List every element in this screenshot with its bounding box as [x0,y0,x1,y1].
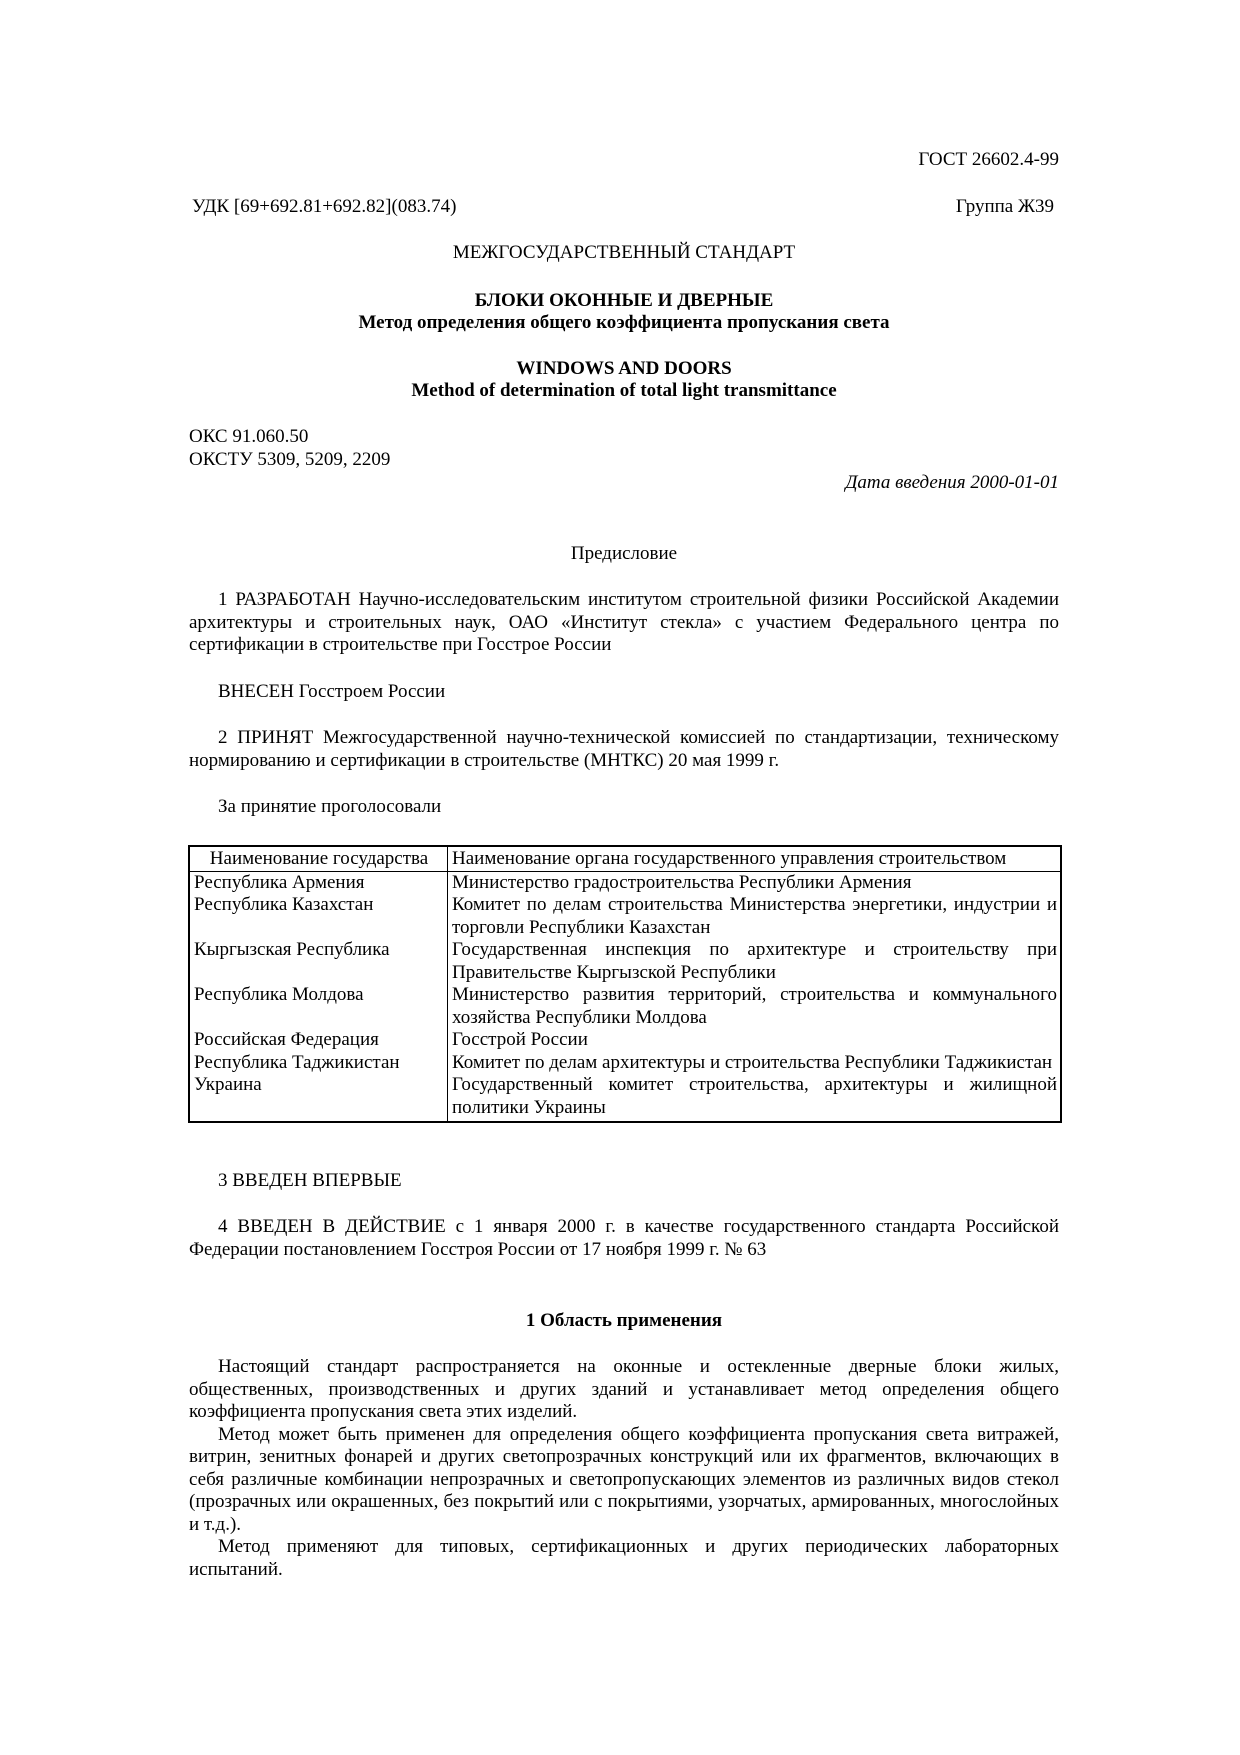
section-1-paragraph: Метод может быть применен для определения общего коэффициента пропускания света витражей, витрин, зенитных фонарей и других светопрозрачных конструкций или их фрагментов, включающих в себя различные комбинации непрозрачных и светопропускающих элементов из различных видов стекол (прозрачных или окрашенных, без покрытий или с покрытиями, узорчатых, армированных, многослойных и т.д.). [189,1423,1059,1535]
table-row [189,1052,1061,1075]
foreword-heading: Предисловие [570,543,678,564]
title-en-main: WINDOWS AND DOORS [516,358,732,379]
state-cell: Республика Таджикистан [189,1052,448,1075]
foreword-paragraph-2: 2 ПРИНЯТ Межгосударственной научно-технической комиссией по стандартизации, техническому нормированию и сертификации в строительстве (МНТКС) 20 мая 1999 г. [189,727,1059,771]
table-row [189,1074,1061,1122]
foreword-paragraph-4: 4 ВВЕДЕН В ДЕЙСТВИЕ с 1 января 2000 г. в качестве государственного стандарта Российской Федерации постановлением Госстроя России от 17 ноября 1999 г. № 63 [189,1216,1059,1260]
table-row [189,939,1061,984]
gost-number: ГОСТ 26602.4-99 [918,149,1059,170]
state-cell: Республика Армения [189,871,448,894]
foreword-voted: За принятие проголосовали [218,796,442,817]
udk-code: УДК [69+692.81+692.82](083.74) [192,196,457,217]
intro-date: Дата введения 2000-01-01 [845,472,1059,493]
table-row [189,1029,1061,1052]
table-row [189,894,1061,939]
section-1-paragraph: Метод применяют для типовых, сертификационных и других периодических лабораторных испытаний. [189,1536,1059,1580]
title-ru-sub: Метод определения общего коэффициента пропускания света [358,312,890,333]
title-ru-main: БЛОКИ ОКОННЫЕ И ДВЕРНЫЕ [474,290,774,311]
table-row [189,984,1061,1029]
body-cell: Министерство развития территорий, строительства и коммунального хозяйства Республики Молдова [452,984,1057,1028]
body-cell: Комитет по делам архитектуры и строительства Республики Таджикистан [452,1051,1053,1073]
state-cell: Республика Молдова [189,984,448,1029]
foreword-paragraph-1: 1 РАЗРАБОТАН Научно-исследовательским институтом строительной физики Российской Академии архитектуры и строительных наук, ОАО «Институт стекла» с участием Федерального центра по сертификации в строительстве при Госстрое России [189,589,1059,655]
table-header-row [189,846,1061,871]
foreword-submitted: ВНЕСЕН Госстроем России [218,681,446,702]
oks-code: ОКС 91.060.50 [189,426,309,447]
state-cell: Российская Федерация [189,1029,448,1052]
table-row [189,871,1061,894]
column-header-body: Наименование органа государственного управления строительством [448,846,1062,871]
body-cell: Государственный комитет строительства, архитектуры и жилищной политики Украины [452,1074,1057,1118]
section-1-heading: 1 Область применения [525,1310,723,1331]
section-1-body [189,1356,1059,1581]
okstu-code: ОКСТУ 5309, 5209, 2209 [189,449,391,470]
column-header-state: Наименование государства [189,846,448,871]
body-cell: Государственная инспекция по архитектуре и строительству при Правительстве Кыргызской Республики [452,939,1057,983]
voting-table [188,845,1062,1123]
body-cell: Госстрой России [452,1029,588,1050]
state-cell: Украина [189,1074,448,1122]
group-code: Группа Ж39 [955,196,1054,217]
title-en-sub: Method of determination of total light transmittance [411,380,837,401]
foreword-paragraph-3: 3 ВВЕДЕН ВПЕРВЫЕ [218,1170,402,1191]
standard-type: МЕЖГОСУДАРСТВЕННЫЙ СТАНДАРТ [452,242,796,263]
state-cell: Кыргызская Республика [189,939,448,984]
section-1-paragraph: Настоящий стандарт распространяется на оконные и остекленные дверные блоки жилых, общественных, производственных и других зданий и устанавливает метод определения общего коэффициента пропускания света этих изделий. [189,1356,1059,1422]
body-cell: Комитет по делам строительства Министерства энергетики, индустрии и торговли Республики Казахстан [452,894,1057,938]
body-cell: Министерство градостроительства Республики Армения [452,871,912,893]
state-cell: Республика Казахстан [189,894,448,939]
